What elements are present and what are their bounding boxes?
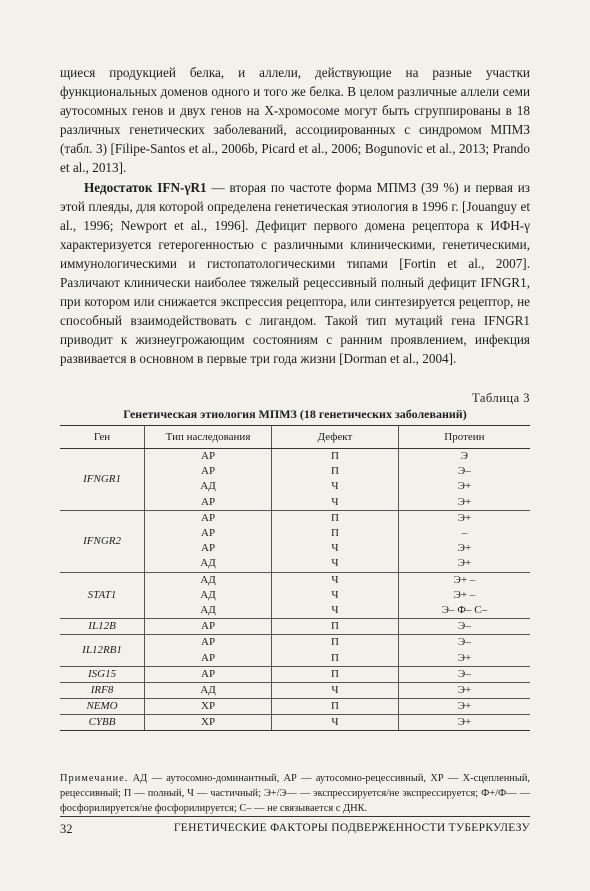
cell-inheritance: АР [145, 650, 272, 666]
paragraph-2-dash: — [206, 180, 230, 195]
cell-defect: П [271, 635, 398, 651]
cell-protein: Э+ [398, 556, 530, 572]
cell-defect: П [271, 619, 398, 635]
cell-protein: Э+ [457, 511, 472, 524]
cell-gene: ISG15 [60, 666, 145, 682]
cell-defect: Ч [271, 541, 398, 556]
cell-protein: Э– Ф– С– [398, 603, 530, 619]
cell-protein: Э+ [398, 495, 530, 511]
cell-inheritance: АР [145, 666, 272, 682]
cell-defect: П [271, 650, 398, 666]
cell-inheritance: АД [145, 479, 272, 494]
page-number: 32 [60, 822, 73, 836]
note-label: Примечание. [60, 773, 129, 784]
cell-inheritance: АР [145, 526, 272, 541]
cell-inheritance: АР [145, 464, 272, 479]
cell-protein: – [461, 527, 468, 540]
cell-defect: П [271, 449, 398, 465]
cell-gene: IRF8 [60, 682, 145, 698]
cell-gene: STAT1 [60, 572, 145, 619]
cell-gene: CYBB [60, 715, 145, 731]
cell-inheritance: АД [145, 556, 272, 572]
table-row [60, 682, 530, 698]
paragraph-2-lead: Недостаток IFN-γR1 [84, 180, 207, 195]
cell-inheritance: АД [145, 588, 272, 603]
table-header-row [60, 426, 530, 449]
table-row [60, 510, 530, 526]
cell-protein: Э+ – [453, 588, 476, 601]
running-title: ГЕНЕТИЧЕСКИЕ ФАКТОРЫ ПОДВЕРЖЕННОСТИ ТУБЕРКУЛЕЗУ [173, 822, 530, 834]
cell-defect: П [271, 666, 398, 682]
footer-rule [60, 816, 530, 817]
cell-protein: Э– [458, 636, 471, 649]
cell-protein: Э [460, 450, 469, 463]
cell-defect: Ч [271, 603, 398, 619]
cell-protein: Э+ [398, 682, 530, 698]
cell-defect: Ч [271, 588, 398, 603]
table-row [60, 635, 530, 651]
cell-inheritance: АД [145, 603, 272, 619]
cell-gene: IFNGR2 [60, 510, 145, 572]
header-gene: Ген [60, 426, 145, 449]
cell-protein: Э+ [398, 715, 530, 731]
table-note [60, 771, 530, 816]
cell-protein: Э+ – [453, 573, 476, 586]
paragraph-2-body: вторая по частоте форма МПМЗ (39 %) и первая из этой плеяды, для которой определена генетическая этиология в 1996 г. [Jouanguy et al., 1996; Newport et al., 1996]. Дефицит первого домена рецептора к ИФН-γ характеризуется гетерогенностью с различными клиническими, генетическими, иммунологическими и гистопатологическими типами [Fortin et al., 2007]. Различают клинически наиболее тяжелый рецессивный полный дефицит IFNGR1, при котором или снижается экспрессия рецептора, или синтезируется рецептор, не способный взаимодействовать с лигандом. Такой тип мутаций гена IFNGR1 приводит к жизнеугрожающим состояниям с ранним проявлением, инфекция развивается в основном в первые три года жизни [Dorman et al., 2004]. [60, 180, 531, 366]
cell-defect: Ч [271, 495, 398, 511]
cell-protein: Э– [398, 666, 530, 682]
table-title: Генетическая этиология МПМЗ (18 генетических заболеваний) [123, 407, 467, 421]
cell-inheritance: АР [145, 510, 272, 526]
paragraph-1: щиеся продукцией белка, и аллели, действующие на разные участки функциональных доменов одного и того же белка. В целом различные аллели семи аутосомных генов и двух генов на Х-хромосоме могут быть сгруппированы в 18 различных генетических заболеваний, ассоциированных с синдромом МПМЗ (табл. 3) [Filipe-Santos et al., 2006b, Picard et al., 2006; Bogunovic et al., 2013; Prando et al., 2013]. [60, 65, 530, 175]
table-row [60, 449, 530, 465]
header-protein: Протеин [398, 426, 530, 449]
cell-inheritance: АР [145, 635, 272, 651]
cell-inheritance: ХР [145, 715, 272, 731]
cell-inheritance: АР [145, 619, 272, 635]
header-inheritance: Тип наследования [145, 426, 272, 449]
header-defect: Дефект [271, 426, 398, 449]
cell-inheritance: АР [145, 541, 272, 556]
cell-protein: Э+ [398, 699, 530, 715]
cell-gene: IL12B [60, 619, 145, 635]
cell-defect: Ч [271, 556, 398, 572]
cell-defect: Ч [271, 572, 398, 588]
cell-protein: Э+ [398, 650, 530, 666]
table-row [60, 572, 530, 588]
genetics-table [60, 425, 530, 731]
cell-protein: Э– [458, 465, 471, 478]
cell-defect: П [271, 464, 398, 479]
cell-inheritance: АР [145, 449, 272, 465]
cell-protein: Э– [398, 619, 530, 635]
cell-gene: NEMO [60, 699, 145, 715]
table-row [60, 699, 530, 715]
cell-inheritance: АД [145, 572, 272, 588]
cell-protein: Э+ [457, 480, 472, 493]
cell-defect: П [271, 510, 398, 526]
paragraph-2 [60, 178, 530, 368]
note-text: АД — аутосомно-доминантный, АР — аутосомно-рецессивный, ХР — Х-сцепленный, рецессивный; П — полный, Ч — частичный; Э+/Э— — экспрессируется/не экспрессируется; Ф+/Ф— — фосфорилируется/не фосфорилируется; С– — не связывается с ДНК. [60, 773, 530, 814]
table-row [60, 666, 530, 682]
cell-defect: П [271, 699, 398, 715]
table-row [60, 619, 530, 635]
cell-protein: Э+ [457, 542, 472, 555]
cell-defect: Ч [271, 682, 398, 698]
table-row [60, 715, 530, 731]
cell-gene: IFNGR1 [60, 449, 145, 511]
cell-inheritance: АД [145, 682, 272, 698]
cell-defect: Ч [271, 715, 398, 731]
cell-inheritance: АР [145, 495, 272, 511]
table-body [60, 449, 530, 731]
cell-gene: IL12RB1 [60, 635, 145, 666]
cell-inheritance: ХР [145, 699, 272, 715]
cell-defect: Ч [271, 479, 398, 494]
cell-defect: П [271, 526, 398, 541]
table-label: Таблица 3 [472, 391, 530, 405]
